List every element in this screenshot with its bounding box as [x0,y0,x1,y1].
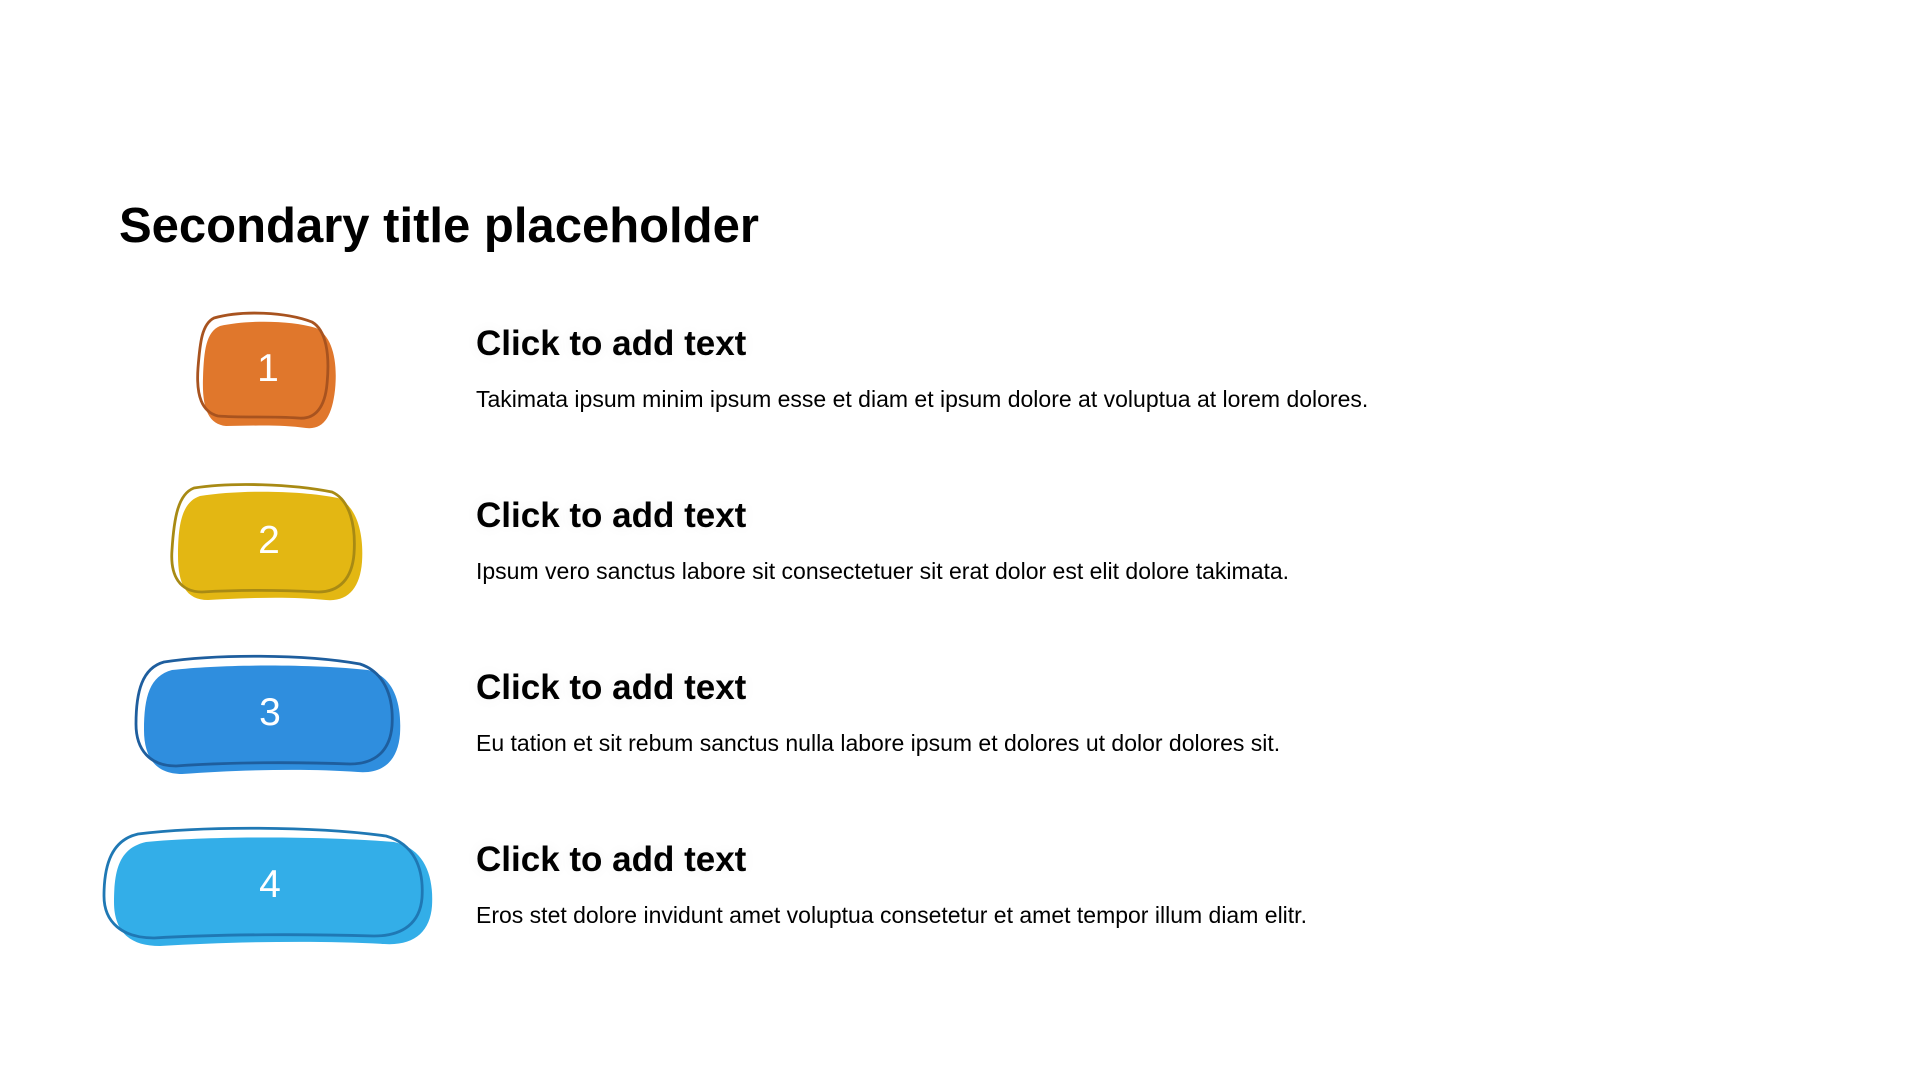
badge-2[interactable] [172,484,366,606]
badge-3[interactable] [136,656,404,778]
item-heading-2[interactable]: Click to add text [476,496,747,535]
page-title[interactable]: Secondary title placeholder [119,199,759,253]
item-body-2[interactable]: Ipsum vero sanctus labore sit consectetuer sit erat dolor est elit dolore takimata. [476,558,1290,584]
item-body-4[interactable]: Eros stet dolore invidunt amet voluptua consetetur et amet tempor illum diam elitr. [476,902,1307,928]
badge-4[interactable] [104,828,436,950]
list-item-1 [0,312,1920,462]
list-item-3 [0,656,1920,806]
badge-1[interactable] [198,312,338,434]
item-heading-4[interactable]: Click to add text [476,840,747,879]
badge-number-1: 1 [257,347,279,390]
list-item-4 [0,828,1920,978]
item-body-3[interactable]: Eu tation et sit rebum sanctus nulla labore ipsum et dolores ut dolor dolores sit. [476,730,1281,756]
badge-number-4: 4 [259,863,281,906]
item-heading-3[interactable]: Click to add text [476,668,747,707]
badge-number-3: 3 [259,691,281,734]
badge-number-2: 2 [258,519,280,562]
item-body-1[interactable]: Takimata ipsum minim ipsum esse et diam et ipsum dolore at voluptua at lorem dolores. [476,386,1369,412]
list-item-2 [0,484,1920,634]
item-heading-1[interactable]: Click to add text [476,324,747,363]
